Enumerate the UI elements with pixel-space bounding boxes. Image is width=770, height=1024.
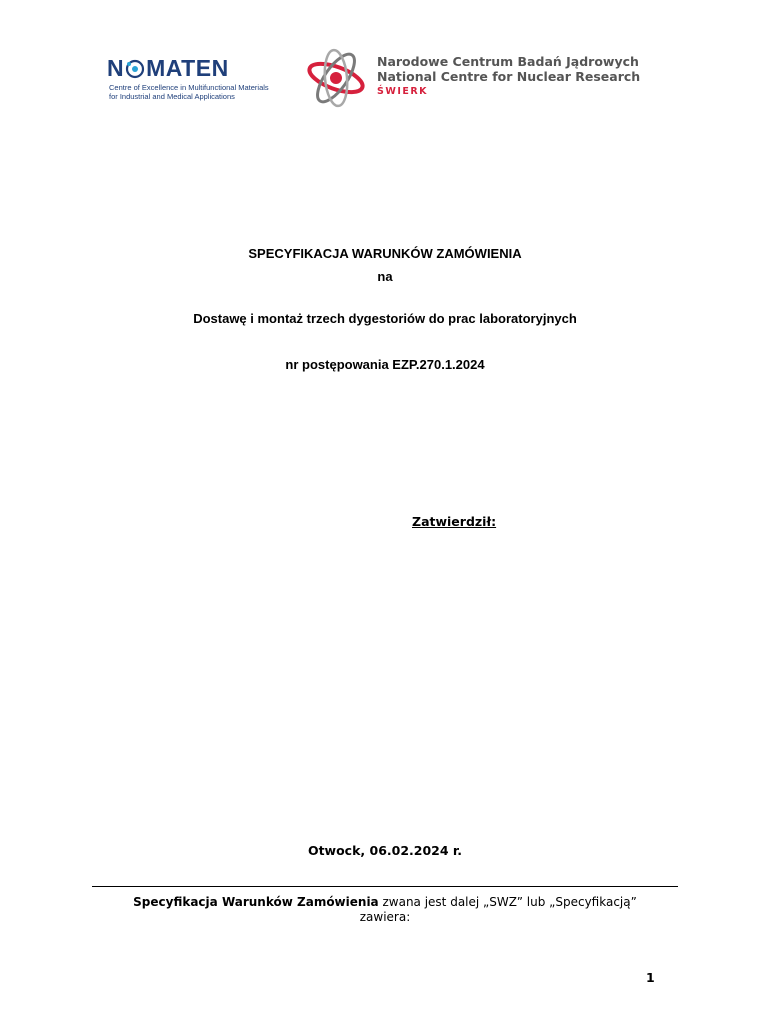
ncbj-location: ŚWIERK	[377, 86, 429, 97]
ncbj-atom-icon	[303, 45, 369, 111]
intro-rest: zwana jest dalej „SWZ” lub „Specyfikacją”	[378, 895, 637, 909]
nomaten-logo	[107, 55, 287, 105]
procedure-reference: nr postępowania EZP.270.1.2024	[285, 357, 485, 372]
intro-bold-term: Specyfikacja Warunków Zamówienia	[133, 895, 379, 909]
nomaten-name-right: MATEN	[146, 55, 229, 81]
title-connector: na	[377, 269, 393, 284]
intro-paragraph	[100, 895, 670, 925]
nomaten-tagline-line1: Centre of Excellence in Multifunctional Materials	[109, 83, 269, 92]
approval-label: Zatwierdził:	[412, 514, 497, 529]
ncbj-name-en: National Centre for Nuclear Research	[377, 69, 641, 84]
ncbj-name-pl: Narodowe Centrum Badań Jądrowych	[377, 54, 639, 69]
place-date: Otwock, 06.02.2024 r.	[307, 843, 463, 858]
nomaten-wordmark	[107, 55, 229, 81]
atom-icon	[125, 58, 145, 78]
page-number: 1	[646, 970, 655, 985]
document-title: SPECYFIKACJA WARUNKÓW ZAMÓWIENIA	[248, 246, 522, 261]
nomaten-tagline-line2: for Industrial and Medical Applications	[109, 92, 235, 101]
nomaten-name-left: N	[107, 55, 125, 81]
ncbj-logo-text	[377, 54, 640, 99]
divider-line	[92, 886, 678, 887]
procurement-subject: Dostawę i montaż trzech dygestoriów do prac laboratoryjnych	[193, 311, 577, 326]
intro-line2: zawiera:	[359, 910, 411, 924]
nomaten-tagline	[109, 83, 289, 101]
